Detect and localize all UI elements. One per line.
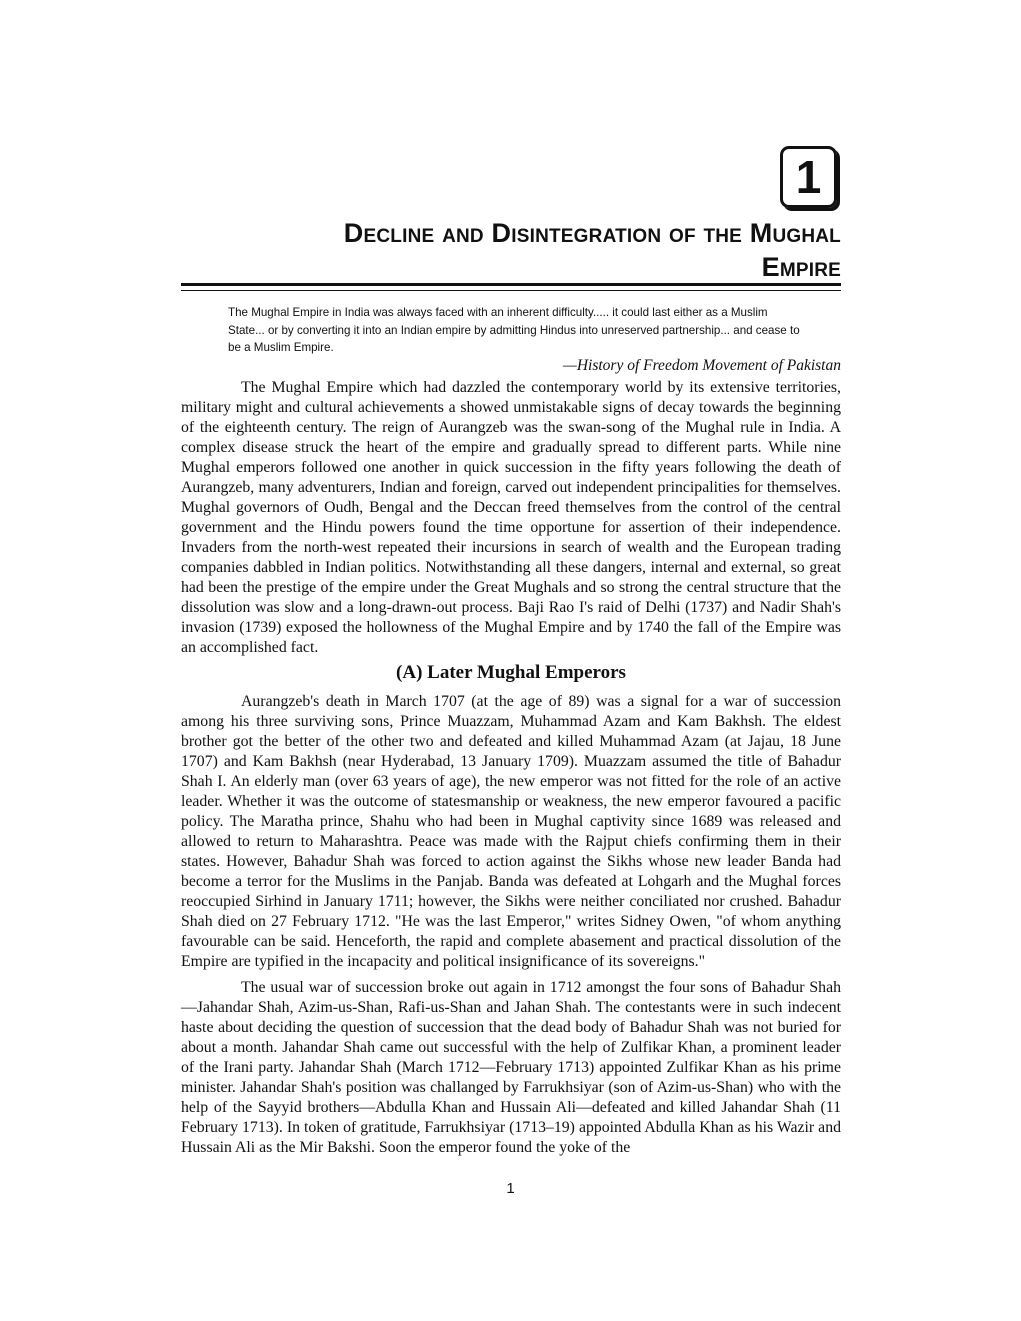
chapter-title: Decline and Disintegration of the Mughal Empire <box>343 218 841 282</box>
section-heading: (A) Later Mughal Emperors <box>396 662 626 683</box>
body-paragraph: The usual war of succession broke out again in 1712 amongst the four sons of Bahadur Shah—Jahandar Shah, Azim-us-Shan, Rafi-us-Shan and Jahan Shah. The contestants were in such indecent haste about deciding the question of succession that the dead body of Bahadur Shah was not buried for about a month. Jahandar Shah came out successful with the help of Zulfikar Khan, a prominent leader of the Irani party. Jahandar Shah (March 1712—February 1713) appointed Zulfikar Khan as his prime minister. Jahandar Shah's position was challanged by Farrukhsiyar (son of Azim-us-Shan) who with the help of the Sayyid brothers—Abdulla Khan and Hussain Ali—defeated and killed Jahandar Shah (11 February 1713). In token of gratitude, Farrukhsiyar (1713–19) appointed Abdulla Khan as his Wazir and Hussain Ali as the Mir Bakshi. Soon the emperor found the yoke of the <box>181 979 841 1156</box>
body-paragraph: Aurangzeb's death in March 1707 (at the age of 89) was a signal for a war of succession among his three surviving sons, Prince Muazzam, Muhammad Azam and Kam Bakhsh. The eldest brother got the better of the other two and defeated and killed Muhammad Azam (at Jajau, 18 June 1707) and Kam Bakhsh (near Hyderabad, 13 January 1709). Muazzam assumed the title of Bahadur Shah I. An elderly man (over 63 years of age), the new emperor was not fitted for the role of an active leader. Whether it was the outcome of statesmanship or weakness, the new emperor favoured a pacific policy. The Maratha prince, Shahu who had been in Mughal captivity since 1689 was released and allowed to return to Maharashtra. Peace was made with the Rajput chiefs confirming them in their states. However, Bahadur Shah was forced to action against the Sikhs whose new leader Banda had become a terror for the Muslims in the Panjab. Banda was defeated at Lohgarh and the Mughal forces reoccupied Sirhind in January 1711; however, the Sikhs were neither conciliated nor crushed. Bahadur Shah died on 27 February 1712. "He was the last Emperor," writes Sidney Owen, "of whom anything favourable can be said. Henceforth, the rapid and complete abasement and practical dissolution of the Empire are typified in the incapacity and political insignificance of its sovereigns." <box>181 693 841 970</box>
page-number: 1 <box>506 1180 515 1197</box>
body-paragraph: The Mughal Empire which had dazzled the contemporary world by its extensive territories, military might and cultural achievements a showed unmistakable signs of decay towards the beginning of the eighteenth century. The reign of Aurangzeb was the swan-song of the Mughal rule in India. A complex disease struck the heart of the empire and gradually spread to different parts. While nine Mughal emperors followed one another in quick succession in the fifty years following the death of Aurangzeb, many adventurers, Indian and foreign, carved out independent principalities for themselves. Mughal governors of Oudh, Bengal and the Deccan freed themselves from the control of the central government and the Hindu powers found the time opportune for assertion of their independence. Invaders from the north-west repeated their incursions in search of wealth and the European trading companies dabbled in Indian politics. Notwithstanding all these dangers, internal and external, so great had been the prestige of the empire under the Great Mughals and so strong the central structure that the dissolution was slow and a long-drawn-out process. Baji Rao I's raid of Delhi (1737) and Nadir Shah's invasion (1739) exposed the hollowness of the Mughal Empire and by 1740 the fall of the Empire was an accomplished fact. <box>181 379 841 656</box>
chapter-number: 1 <box>795 151 822 203</box>
epigraph-quote: The Mughal Empire in India was always faced with an inherent difficulty..... it could last either as a Muslim State... or by converting it into an Indian empire by admitting Hindus into unreserved partnership... and cease to be a Muslim Empire. <box>228 306 800 354</box>
chapter-number-badge <box>780 146 837 208</box>
epigraph-attribution: —History of Freedom Movement of Pakistan <box>563 357 841 374</box>
title-divider-thick <box>181 283 841 286</box>
title-divider-thin <box>181 290 841 291</box>
